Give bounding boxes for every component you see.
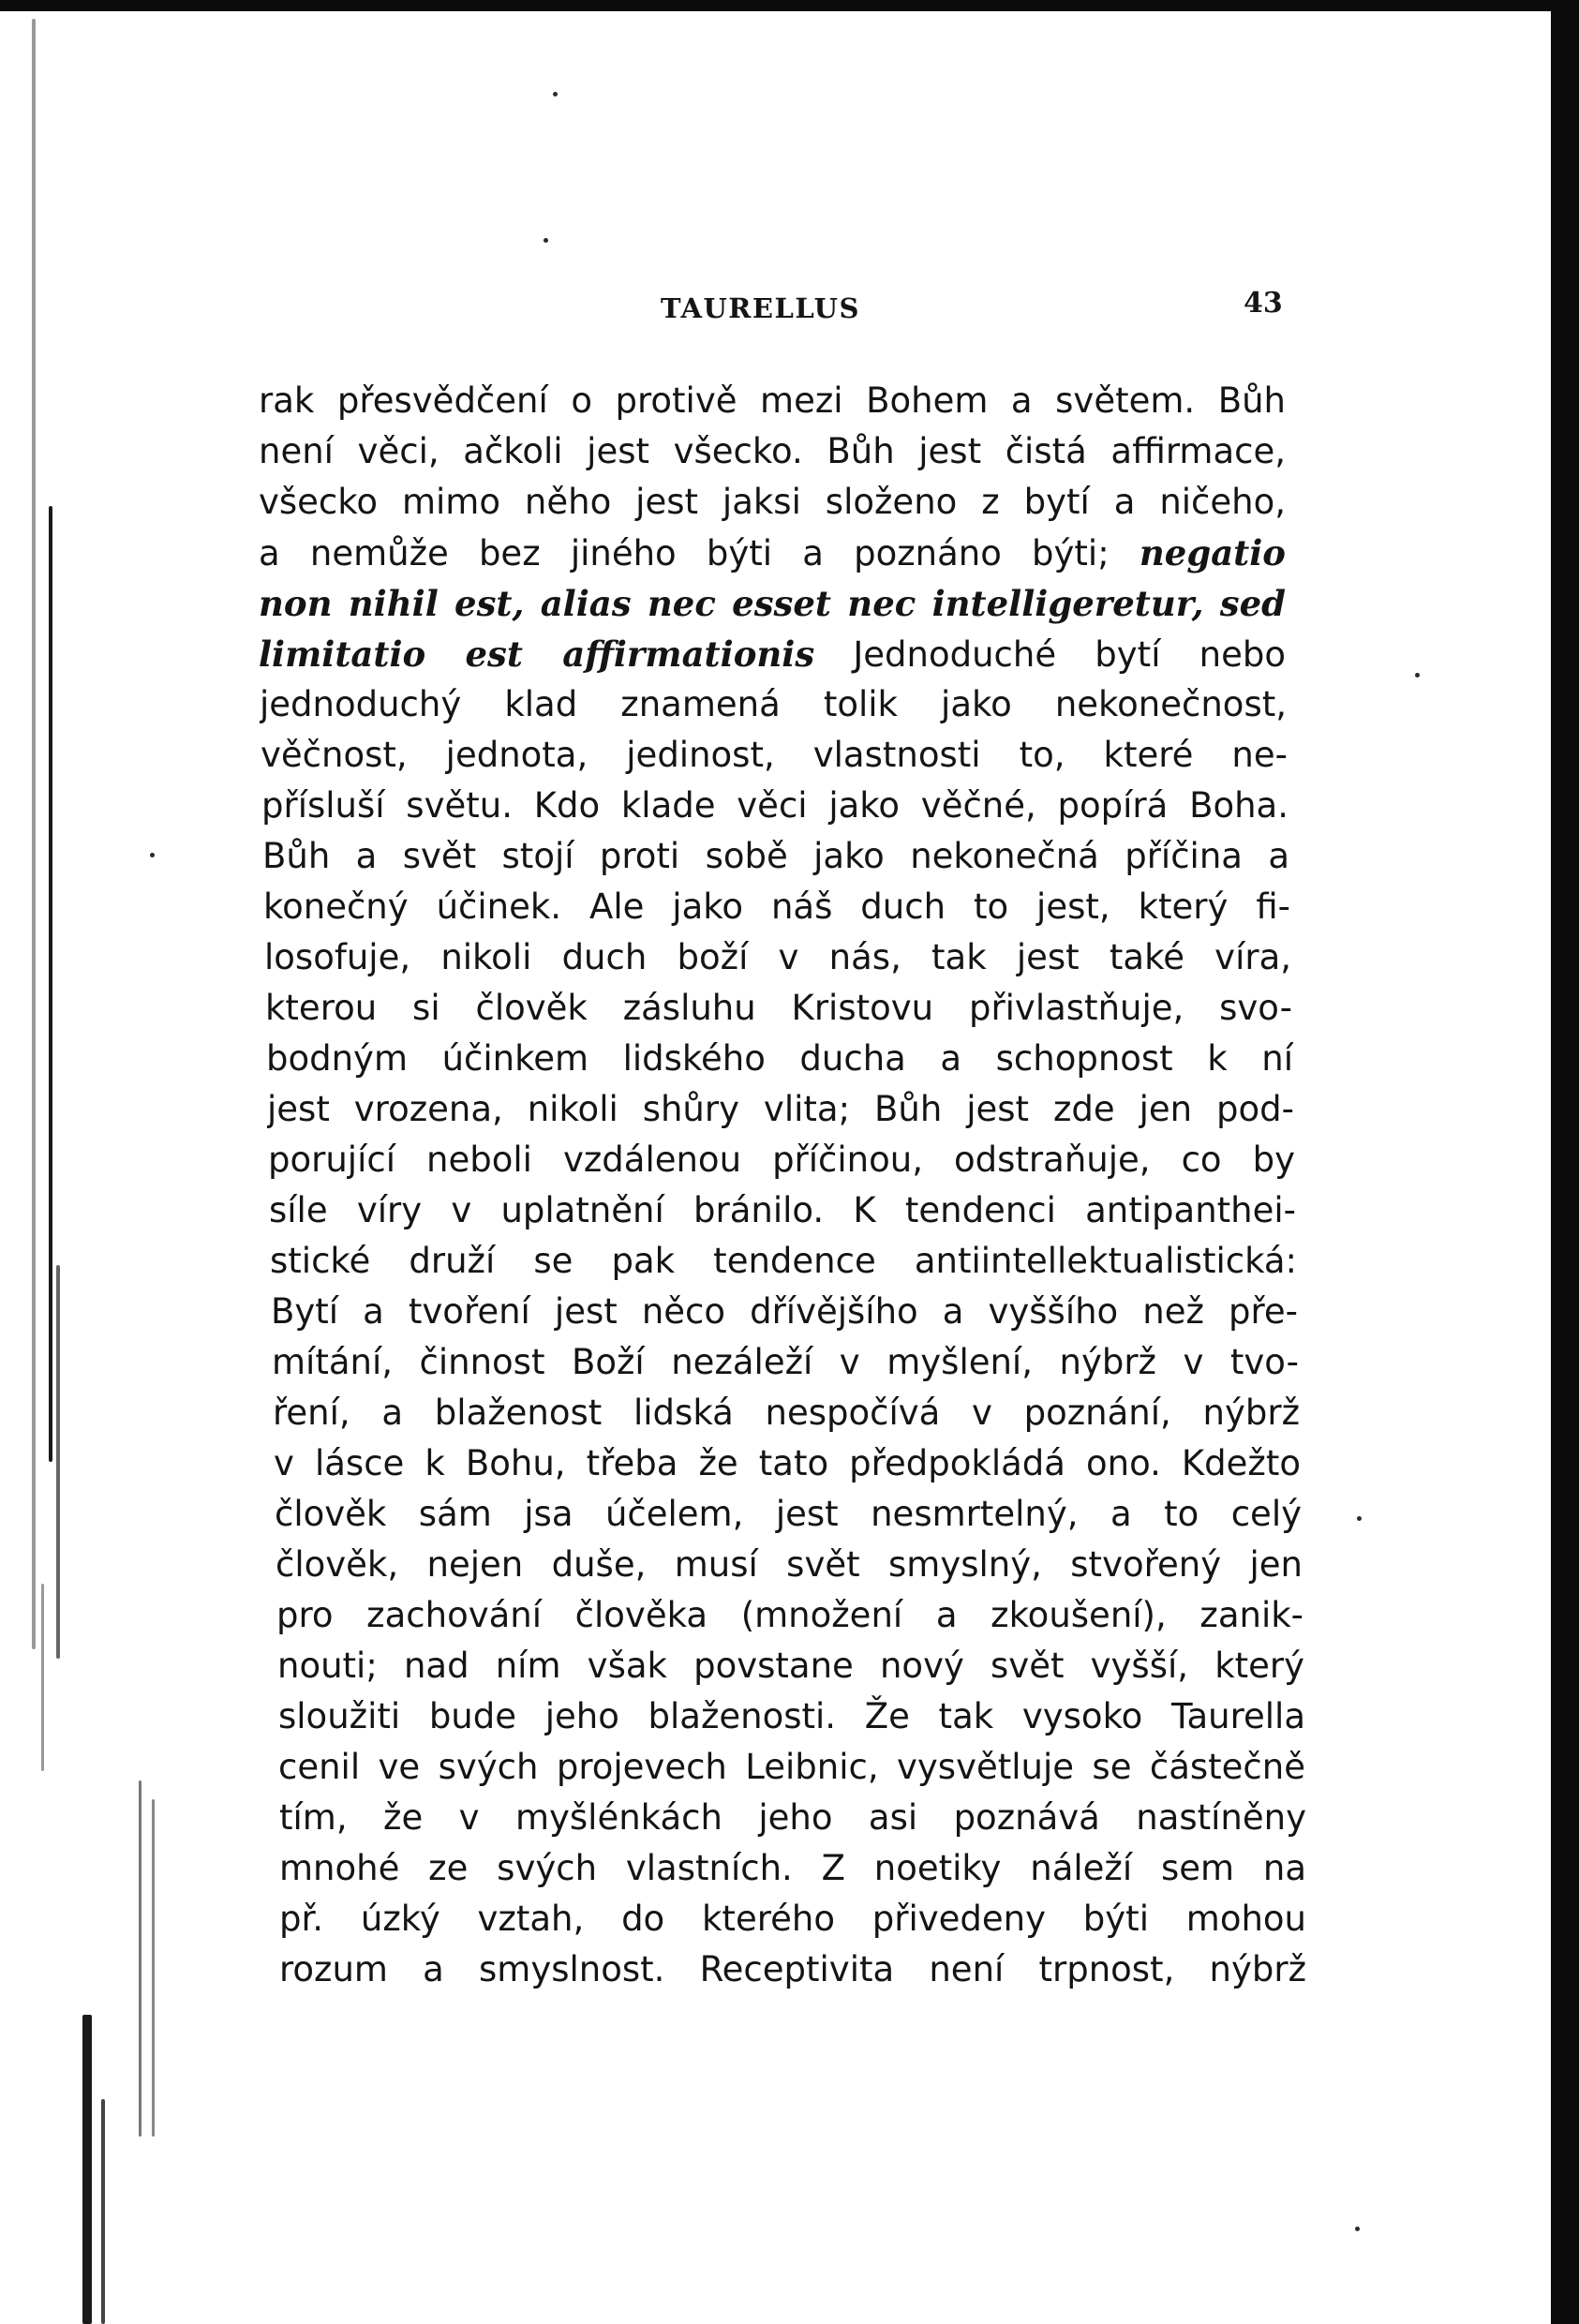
running-head bbox=[0, 287, 1579, 330]
binding-gutter bbox=[0, 0, 112, 2324]
text-line bbox=[259, 633, 1286, 676]
text-line: mítání, činnost Boží nezáleží v myšlení, nýbrž v tvo- bbox=[272, 1342, 1299, 1382]
scan-speck bbox=[1357, 1516, 1362, 1521]
text-line: rak přesvědčení o protivě mezi Bohem a světem. Bůh bbox=[259, 380, 1286, 421]
scan-speck bbox=[553, 92, 558, 97]
text-line: rozum a smyslnost. Receptivita není trpnost, nýbrž bbox=[279, 1949, 1306, 1989]
latin-quote: non nihil est, alias nec esset nec intelligeretur, sed bbox=[259, 583, 1286, 624]
text-line: př. úzký vztah, do kterého přivedeny býti mohou bbox=[279, 1899, 1306, 1939]
text-segment: a nemůže bez jiného býti a poznáno býti; bbox=[259, 533, 1140, 574]
page-number: 43 bbox=[1244, 287, 1283, 320]
text-line: přísluší světu. Kdo klade věci jako věčné, popírá Boha. bbox=[261, 785, 1289, 826]
scan-speck bbox=[544, 238, 548, 243]
text-line: člověk, nejen duše, musí svět smyslný, stvořený jen bbox=[276, 1544, 1303, 1585]
text-line: sloužiti bude jeho blaženosti. Že tak vysoko Taurella bbox=[278, 1696, 1305, 1736]
gutter-shadow-line bbox=[152, 1799, 155, 2137]
scan-speck bbox=[1415, 673, 1420, 678]
text-line: konečný účinek. Ale jako náš duch to jest, který fi- bbox=[263, 886, 1290, 927]
latin-quote: limitatio est affirmationis bbox=[259, 633, 815, 675]
text-line: pro zachování člověka (množení a zkoušení), zanik- bbox=[276, 1595, 1303, 1635]
text-line: Bůh a svět stojí proti sobě jako nekonečná příčina a bbox=[262, 836, 1289, 876]
text-line: losofuje, nikoli duch boží v nás, tak jest také víra, bbox=[264, 937, 1291, 977]
text-line: věčnost, jednota, jedinost, vlastnosti to, které ne- bbox=[261, 735, 1288, 775]
gutter-shadow-line bbox=[139, 1780, 142, 2137]
text-line: tím, že v myšlénkách jeho asi poznává nastíněny bbox=[279, 1797, 1306, 1838]
text-line: Bytí a tvoření jest něco dřívějšího a vyššího než pře- bbox=[271, 1291, 1298, 1332]
gutter-shadow-line bbox=[32, 19, 36, 1649]
latin-quote: negatio bbox=[1139, 532, 1286, 574]
text-line: bodným účinkem lidského ducha a schopnost k ní bbox=[266, 1038, 1293, 1079]
text-line: jednoduchý klad znamená tolik jako nekonečnost, bbox=[260, 684, 1287, 724]
text-line: jest vrozena, nikoli shůry vlita; Bůh jest zde jen pod- bbox=[267, 1089, 1294, 1129]
text-line: všecko mimo něho jest jaksi složeno z bytí a ničeho, bbox=[259, 482, 1286, 522]
text-line: člověk sám jsa účelem, jest nesmrtelný, a to celý bbox=[275, 1494, 1302, 1534]
text-line: cenil ve svých projevech Leibnic, vysvětluje se částečně bbox=[278, 1747, 1305, 1787]
text-line: porující neboli vzdálenou příčinou, odstraňuje, co by bbox=[268, 1140, 1295, 1180]
gutter-shadow-line bbox=[82, 2015, 92, 2324]
text-line: kterou si člověk zásluhu Kristovu přivlastňuje, svo- bbox=[265, 988, 1292, 1028]
text-line bbox=[259, 531, 1286, 574]
gutter-shadow-line bbox=[56, 1265, 60, 1659]
text-line: není věci, ačkoli jest všecko. Bůh jest čistá affirmace, bbox=[259, 431, 1286, 471]
scan-border-top bbox=[0, 0, 1579, 11]
text-segment: Jednoduché bytí nebo bbox=[814, 634, 1286, 675]
text-line bbox=[259, 582, 1286, 625]
scan-speck bbox=[1355, 2227, 1360, 2231]
text-line: ření, a blaženost lidská nespočívá v poznání, nýbrž bbox=[273, 1393, 1300, 1433]
scan-speck bbox=[150, 853, 155, 857]
text-line: mnohé ze svých vlastních. Z noetiky náleží sem na bbox=[279, 1848, 1306, 1888]
gutter-shadow-line bbox=[41, 1584, 44, 1771]
running-head-title: TAURELLUS bbox=[661, 292, 860, 324]
text-line: síle víry v uplatnění bránilo. K tendenci antipanthei- bbox=[269, 1190, 1296, 1230]
text-line: v lásce k Bohu, třeba že tato předpokládá ono. Kdežto bbox=[274, 1443, 1301, 1483]
text-line: stické druží se pak tendence antiintellektualistická: bbox=[270, 1241, 1297, 1281]
text-line: nouti; nad ním však povstane nový svět vyšší, který bbox=[277, 1646, 1304, 1686]
scan-border-right bbox=[1551, 0, 1579, 2324]
gutter-shadow-line bbox=[49, 506, 52, 1462]
gutter-shadow-line bbox=[101, 2099, 105, 2324]
